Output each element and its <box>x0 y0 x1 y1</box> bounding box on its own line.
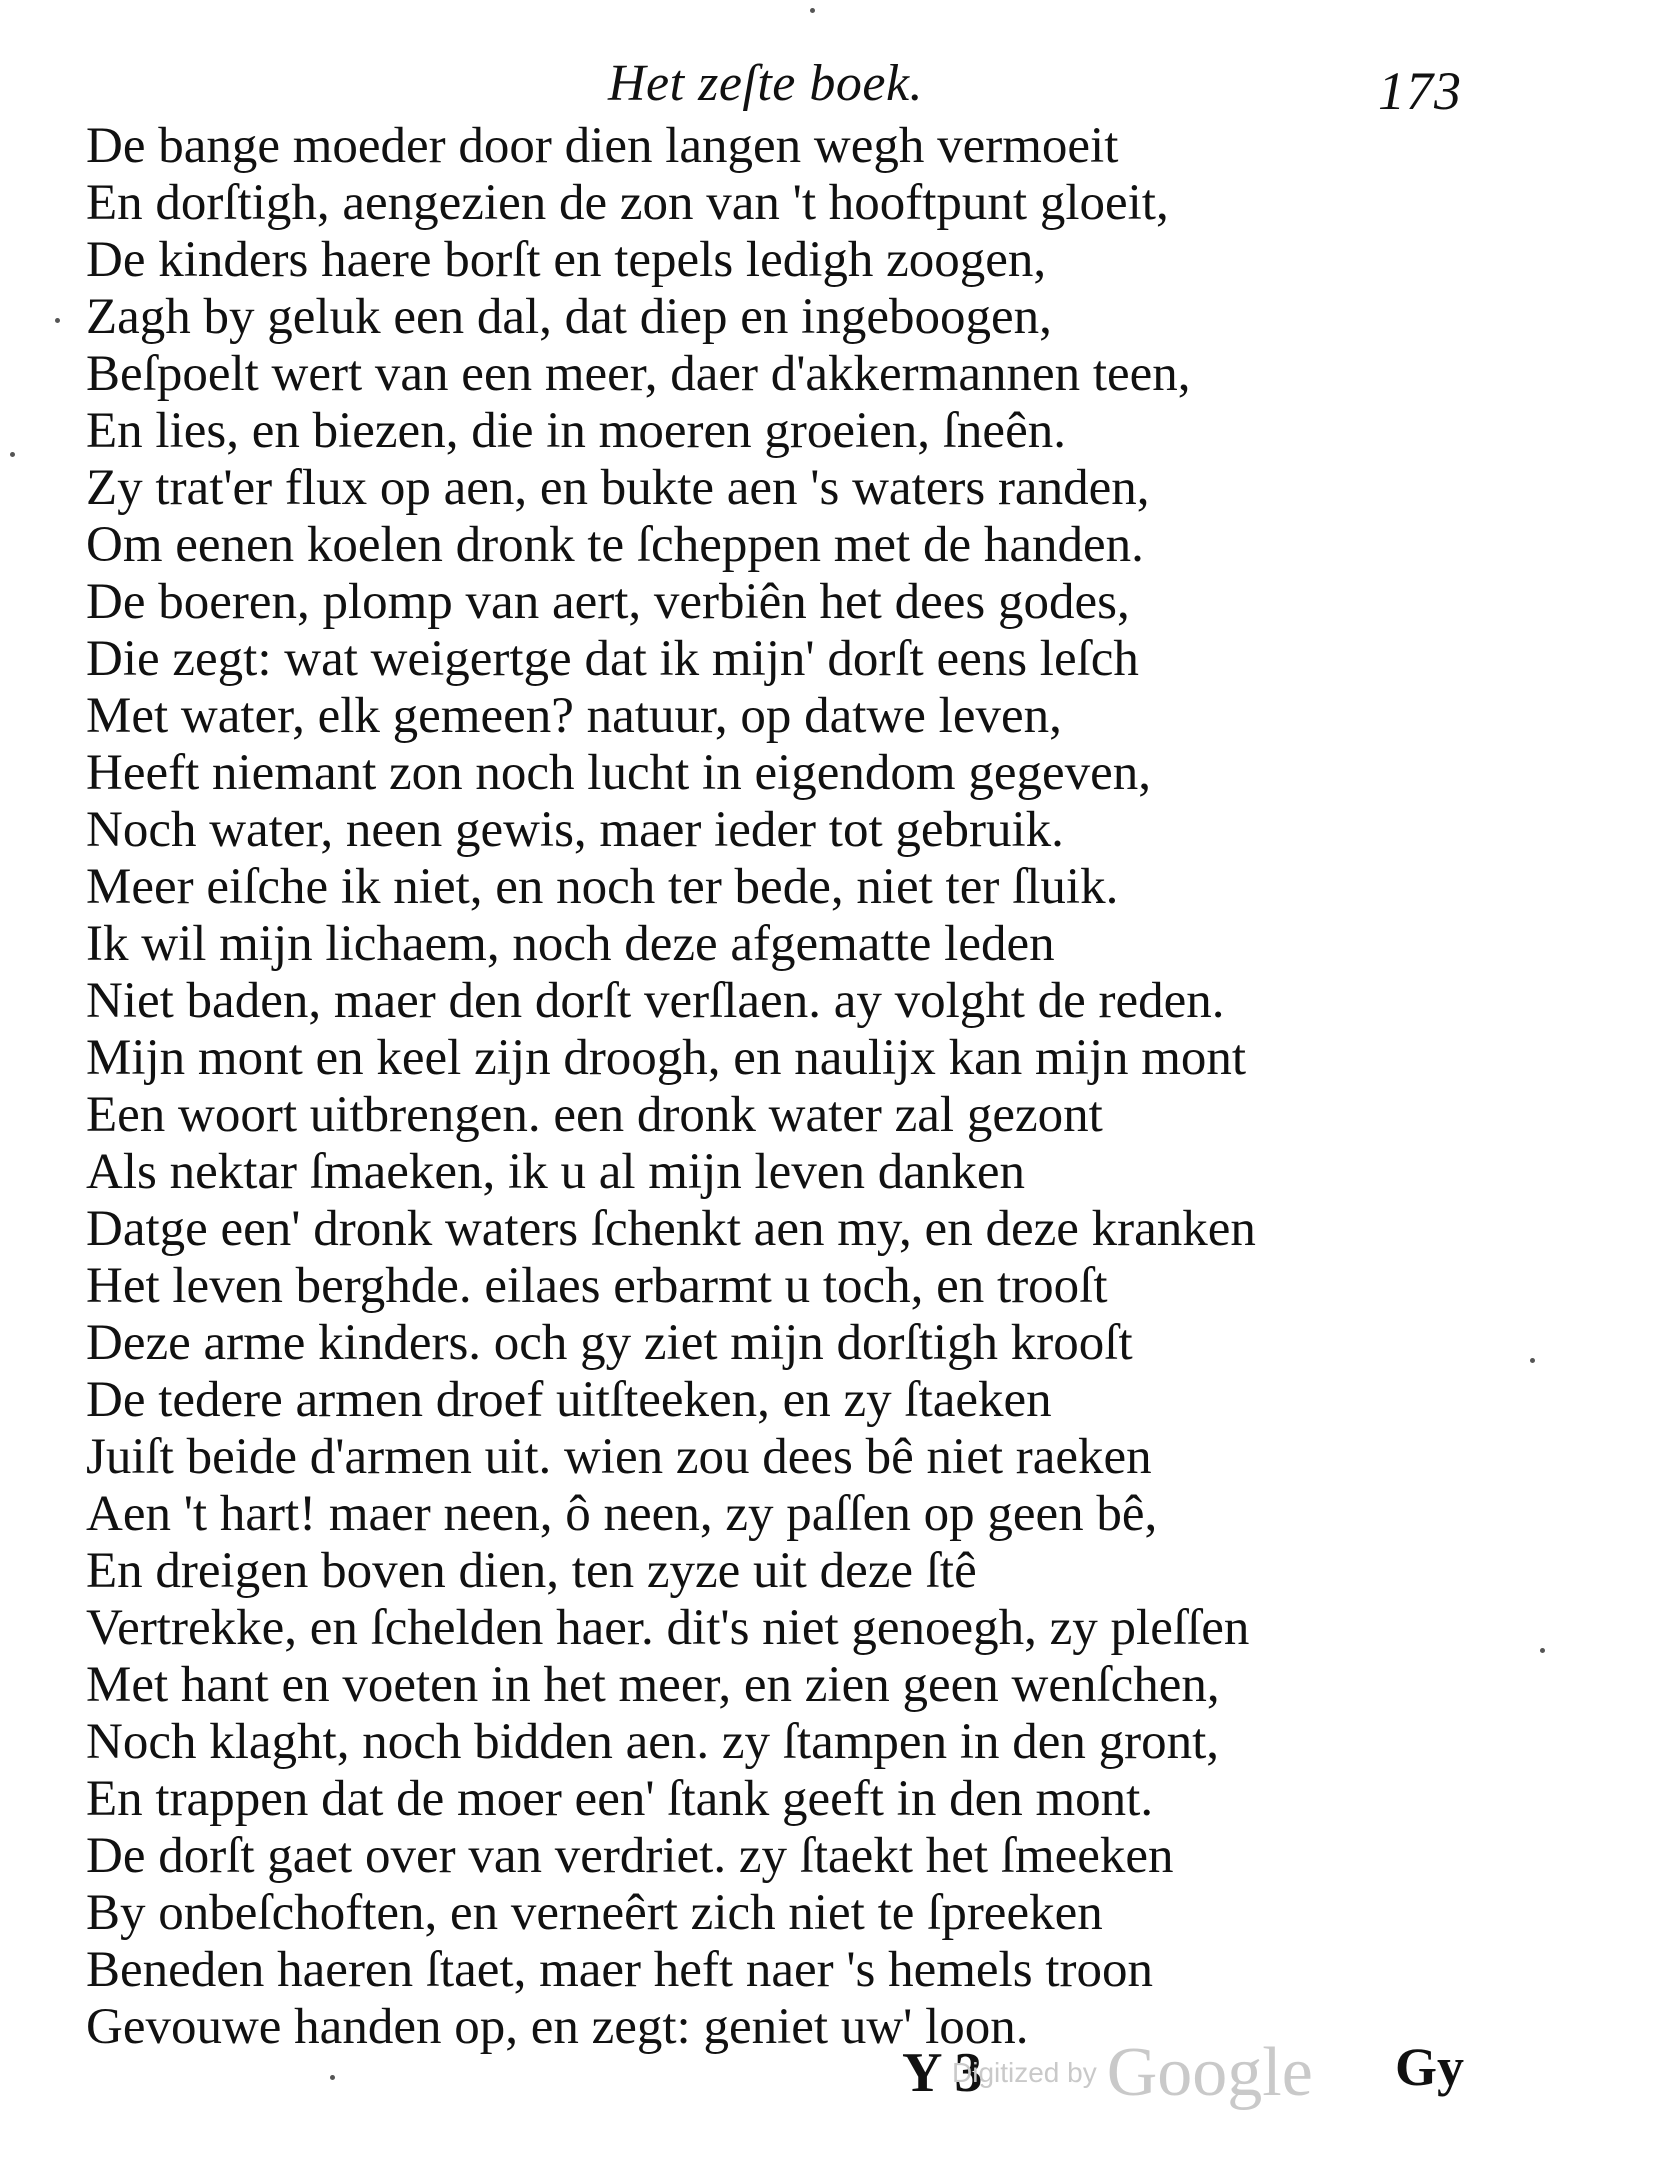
verse-line: By onbeſchoften, en verneêrt zich niet te ſpreeken <box>86 1885 1103 1941</box>
verse-line: De bange moeder door dien langen wegh vermoeit <box>86 118 1119 174</box>
verse-line: Meer eiſche ik niet, en noch ter bede, niet ter ſluik. <box>86 859 1119 915</box>
verse-line: Gevouwe handen op, en zegt: geniet uw' loon. <box>86 1999 1029 2055</box>
verse-line: Het leven berghde. eilaes erbarmt u toch, en trooſt <box>86 1258 1108 1314</box>
verse-line: Om eenen koelen dronk te ſcheppen met de handen. <box>86 517 1144 573</box>
verse-line: Juiſt beide d'armen uit. wien zou dees bê niet raeken <box>86 1429 1152 1485</box>
ink-speck <box>810 8 815 13</box>
digitization-watermark <box>952 2034 1313 2111</box>
verse-line: Die zegt: wat weigertge dat ik mijn' dorſt eens leſch <box>86 631 1139 687</box>
verse-line: En trappen dat de moer een' ſtank geeft in den mont. <box>86 1771 1154 1827</box>
verse-line: Zy trat'er flux op aen, en bukte aen 's waters randen, <box>86 460 1150 516</box>
verse-line: Deze arme kinders. och gy ziet mijn dorſtigh krooſt <box>86 1315 1133 1371</box>
ink-speck <box>1530 1358 1535 1363</box>
watermark-brand: Google <box>1106 2034 1313 2111</box>
ink-speck <box>1540 1648 1545 1653</box>
verse-line: Met hant en voeten in het meer, en zien geen wenſchen, <box>86 1657 1220 1713</box>
verse-line: De tedere armen droef uitſteeken, en zy ſtaeken <box>86 1372 1052 1428</box>
verse-line: Ik wil mijn lichaem, noch deze afgematte leden <box>86 916 1055 972</box>
verse-line: Mijn mont en keel zijn droogh, en naulijx kan mijn mont <box>86 1030 1247 1086</box>
ink-speck <box>10 452 15 457</box>
verse-line: Noch water, neen gewis, maer ieder tot gebruik. <box>86 802 1064 858</box>
verse-line: Aen 't hart! maer neen, ô neen, zy paſſen op geen bê, <box>86 1486 1158 1542</box>
verse-line: De kinders haere borſt en tepels ledigh zoogen, <box>86 232 1047 288</box>
verse-line: Noch klaght, noch bidden aen. zy ſtampen in den gront, <box>86 1714 1220 1770</box>
verse-line: Als nektar ſmaeken, ik u al mijn leven danken <box>86 1144 1025 1200</box>
ink-speck <box>55 318 60 323</box>
catchword: Gy <box>1395 2037 1465 2097</box>
verse-line: Met water, elk gemeen? natuur, op datwe leven, <box>86 688 1062 744</box>
running-head-title: Het zeſte boek. <box>608 55 924 112</box>
verse-line: Heeft niemant zon noch lucht in eigendom gegeven, <box>86 745 1151 801</box>
verse-line: Een woort uitbrengen. een dronk water zal gezont <box>86 1087 1103 1143</box>
verse-line: Beſpoelt wert van een meer, daer d'akkermannen teen, <box>86 346 1191 402</box>
verse-line: Beneden haeren ſtaet, maer heft naer 's hemels troon <box>86 1942 1153 1998</box>
watermark-prefix: Digitized by <box>952 2057 1097 2088</box>
verse-line: De dorſt gaet over van verdriet. zy ſtaekt het ſmeeken <box>86 1828 1174 1884</box>
verse-line: En dorſtigh, aengezien de zon van 't hooftpunt gloeit, <box>86 175 1169 231</box>
verse-line: En dreigen boven dien, ten zyze uit deze ſtê <box>86 1543 977 1599</box>
page-number: 173 <box>1378 61 1462 121</box>
verse-line: Vertrekke, en ſchelden haer. dit's niet genoegh, zy pleſſen <box>86 1600 1250 1656</box>
signature-mark: Y 3 <box>902 2042 983 2104</box>
poem-text <box>86 118 1566 2056</box>
verse-line: Niet baden, maer den dorſt verſlaen. ay volght de reden. <box>86 973 1225 1029</box>
verse-line: De boeren, plomp van aert, verbiên het dees godes, <box>86 574 1130 630</box>
ink-speck <box>330 2075 335 2080</box>
verse-line: En lies, en biezen, die in moeren groeien, ſneên. <box>86 403 1066 459</box>
verse-line: Datge een' dronk waters ſchenkt aen my, en deze kranken <box>86 1201 1256 1257</box>
verse-line: Zagh by geluk een dal, dat diep en ingeboogen, <box>86 289 1052 345</box>
